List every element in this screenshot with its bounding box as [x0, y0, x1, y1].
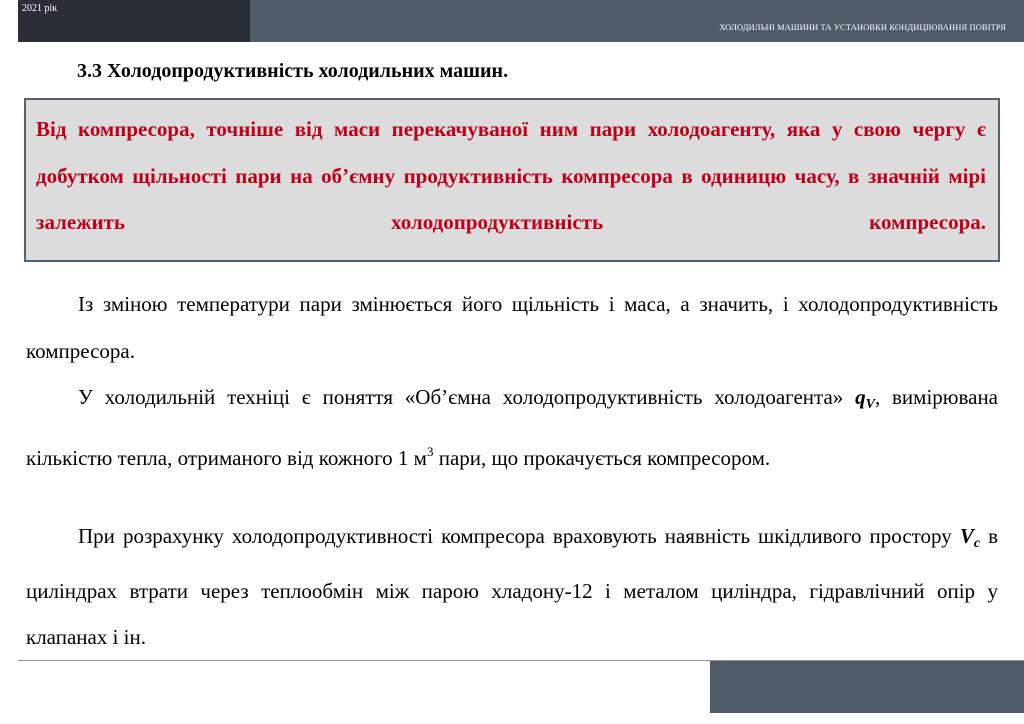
p2-text-a: У холодильній техніці є поняття «Об’ємна холодопродуктивність холодоагента»: [78, 385, 856, 409]
header-subject: ХОЛОДИЛЬНІ МАШИНИ ТА УСТАНОВКИ КОНДИЦІЮВАННЯ ПОВІТРЯ: [719, 22, 1006, 32]
p2-text-c: пари, що прокачується компресором.: [433, 445, 771, 470]
p3-text-b: в циліндрах втрати через теплообмін між парою хладону-12 і металом циліндра, гідравлічний опір у клапанах і ін.: [26, 524, 998, 649]
header-subject-bar: [250, 0, 1024, 42]
symbol-q: q: [855, 385, 866, 409]
p2-text-b: , вимірювана кількістю тепла, отриманого від кожного 1 м: [26, 385, 999, 470]
highlight-box: [24, 98, 1000, 262]
symbol-q-subscript: V: [865, 397, 875, 412]
section-title: 3.3 Холодопродуктивність холодильних машин.: [77, 60, 509, 82]
paragraph-temperature: Із зміною температури пари змінюється його щільність і маса, а значить, і холодопродуктивність компресора.: [26, 292, 998, 363]
symbol-v-subscript: c: [973, 536, 981, 551]
header-year: 2021 рік: [22, 3, 58, 14]
symbol-v: V: [959, 524, 974, 548]
paragraph-volumetric-capacity: [26, 374, 998, 481]
highlight-text: Від компресора, точніше від маси перекачуваної ним пари холодоагенту, яка у свою чергу є добутком щільності пари на об’ємну продуктивність компресора в одиницю часу, в значній мірі залежить холодопродуктивність компресора.: [36, 117, 986, 234]
footer-block: [710, 661, 1024, 713]
cubic-superscript: 3: [426, 443, 434, 459]
header-year-block: [18, 0, 250, 42]
p3-text-a: При розрахунку холодопродуктивності компресора враховують наявність шкідливого простору: [78, 524, 960, 548]
paragraph-calculation: [26, 513, 998, 661]
